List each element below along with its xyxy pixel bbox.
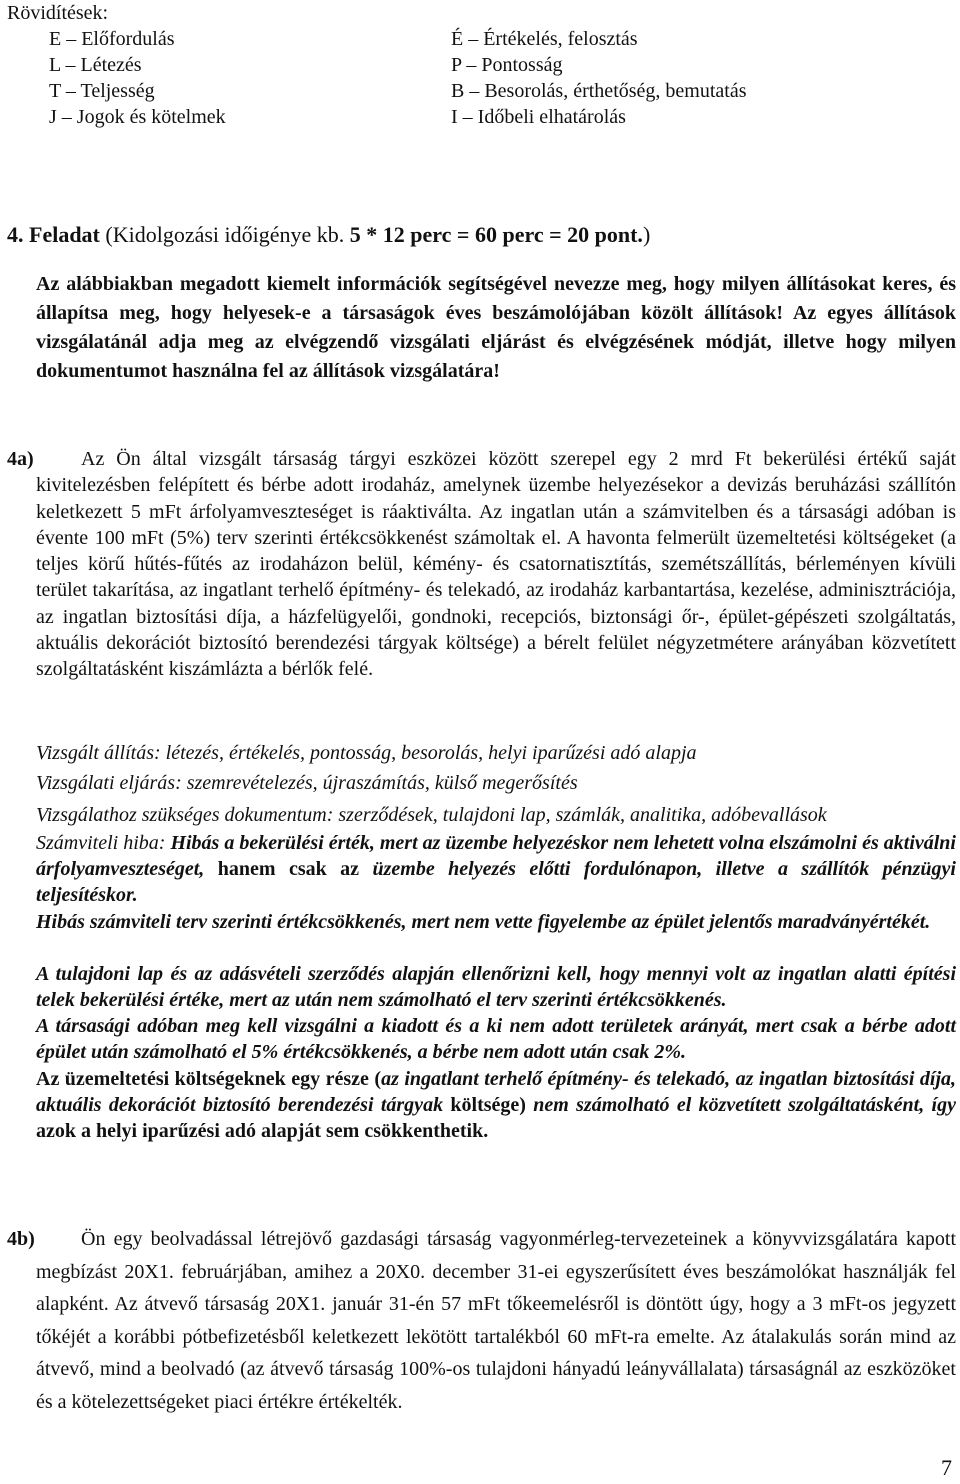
answer-ertekcsokkenes: Hibás számviteli terv szerinti értékcsökkenés, mert nem vette figyelembe az épület jelentős maradványértékét. <box>36 911 931 933</box>
answer-vizsgalt-allitas: Vizsgált állítás: létezés, értékelés, pontosság, besorolás, helyi iparűzési adó alapja <box>36 742 697 764</box>
abbreviation-item: E – Előfordulás <box>49 28 175 50</box>
section-4b-text: Ön egy beolvadással létrejövő gazdasági társaság vagyonmérleg-tervezeteinek a könyvvizsgálatára kapott megbízást 20X1. februárjában, amihez a 20X0. december 31-ei egyszerűsített éves beszámolókat használják fel alapként. Az átvevő társaság 20X1. január 31-én 57 mFt tőkeemelésről is döntött úgy, hogy a 3 mFt-os jegyzett tőkéjét a korábbi pótbefizetésből keletkezett lekötött tartalékból 60 mFt-ra emelte. Az átalakulás során mind az átvevő, mind a beolvadó (az átvevő társaság 100%-os tulajdoni hányadú leányvállalata) társaságnál az eszközöket és a kötelezettségeket piaci értékre értékelték. <box>36 1228 956 1413</box>
task-title <box>7 221 650 249</box>
task-instructions: Az alábbiakban megadott kiemelt információk segítségével nevezze meg, hogy milyen állításokat keres, és állapítsa meg, hogy helyesek-e a társaságok éves beszámolójában közölt állítások! Az egyes állítások vizsgálatánál adja meg az elvégzendő vizsgálati eljárást és elvégzésének módját, illetve hogy milyen dokumentumot használna fel az állítások vizsgálatára! <box>36 273 956 382</box>
uzem-text-d: nem számolható el közvetített szolgáltatásként, így <box>533 1094 956 1116</box>
hiba-text-3: üzembe helyezés előtti fordulónapon, illetve a szállítók pénzügyi teljesítéskor. <box>36 858 956 906</box>
task-title-points: 5 * 12 perc = 60 perc = 20 pont. <box>349 222 643 247</box>
hiba-label: Számviteli hiba: <box>36 832 171 854</box>
section-4b-label: 4b) <box>7 1228 35 1250</box>
abbreviation-item: É – Értékelés, felosztás <box>451 28 638 50</box>
page-number: 7 <box>941 1455 952 1480</box>
abbreviation-item: T – Teljesség <box>49 80 155 102</box>
uzem-text-a: Az üzemeltetési költségeknek egy része ( <box>36 1068 382 1090</box>
abbreviation-item: P – Pontosság <box>451 54 563 76</box>
hiba-text-2: hanem csak az <box>204 858 373 880</box>
hiba-text-1: Hibás a bekerülési érték, mert az üzembe helyezéskor nem lehetett volna elszámolni és aktiválni árfolyamveszteséget, <box>36 832 956 880</box>
uzem-text-b: az ingatlant terhelő építmény- és telekadó, az ingatlan biztosítási díja, aktuális dekorációt biztosító berendezési tárgyak <box>36 1068 957 1116</box>
uzem-text-c: költsége) <box>443 1094 534 1116</box>
answer-szamviteli-hiba <box>36 830 956 908</box>
task-title-note: (Kidolgozási időigénye kb. <box>99 222 350 247</box>
answer-vizsgalati-eljaras: Vizsgálati eljárás: szemrevételezés, újraszámítás, külső megerősítés <box>36 772 578 794</box>
section-4a-text: Az Ön által vizsgált társaság tárgyi eszközei között szerepel egy 2 mrd Ft bekerülési értékű saját kivitelezésben felépített és bérbe adott irodaház, amelynek üzembe helyezésekor a devizás beruházási szállítón keletkezett 5 mFt árfolyamveszteséget is ráaktiválta. Az ingatlan után a számvitelben és a társasági adóban is évente 100 mFt (5%) terv szerinti értékcsökkenést számoltak el. A havonta felmerült üzemeltetési költségeket (a teljes körű hűtés-fűtés az irodaházon belül, kémény- és csatornatisztítás, szemétszállítás, bérleményen kívüli terület takarítása, az ingatlant terhelő építmény- és telekadó, az irodaház karbantartása, kezelése, adminisztrációja, az ingatlan biztosítási díja, a házfelügyelői, gondnoki, recepciós, biztonsági őr-, épület-gépészeti szolgáltatás, aktuális dekorációt biztosító berendezési tárgyak költsége) a bérelt felület négyzetmétere arányában közvetített szolgáltatásként kiszámlázta a bérlők felé. <box>36 448 956 681</box>
answer-tarsasagi-ado: A társasági adóban meg kell vizsgálni a kiadott és a ki nem adott területek arányát, mert csak a bérbe adott épület után számolható el 5% értékcsökkenés, a bérbe nem adott után csak 2%. <box>36 1015 956 1063</box>
task-title-main: 4. Feladat <box>7 222 100 247</box>
task-title-close: ) <box>642 222 651 247</box>
abbreviation-item: L – Létezés <box>49 54 142 76</box>
answer-tulajdoni-lap: A tulajdoni lap és az adásvételi szerződés alapján ellenőrizni kell, hogy mennyi volt az ingatlan alatti építési telek bekerülési értéke, mert az után nem számolható el terv szerinti értékcsökkenés. <box>36 963 956 1011</box>
answer-dokumentum: Vizsgálathoz szükséges dokumentum: szerződések, tulajdoni lap, számlák, analitika, adóbevallások <box>36 804 827 826</box>
answer-uzemeltetesi-koltseg <box>36 1066 956 1144</box>
uzem-text-e: azok a helyi iparűzési adó alapját sem csökkenthetik. <box>36 1120 489 1142</box>
section-4a-label: 4a) <box>7 448 34 470</box>
abbreviation-item: J – Jogok és kötelmek <box>49 106 226 128</box>
abbreviations-title: Rövidítések: <box>7 2 109 24</box>
abbreviation-item: I – Időbeli elhatárolás <box>451 106 626 128</box>
abbreviation-item: B – Besorolás, érthetőség, bemutatás <box>451 80 747 102</box>
